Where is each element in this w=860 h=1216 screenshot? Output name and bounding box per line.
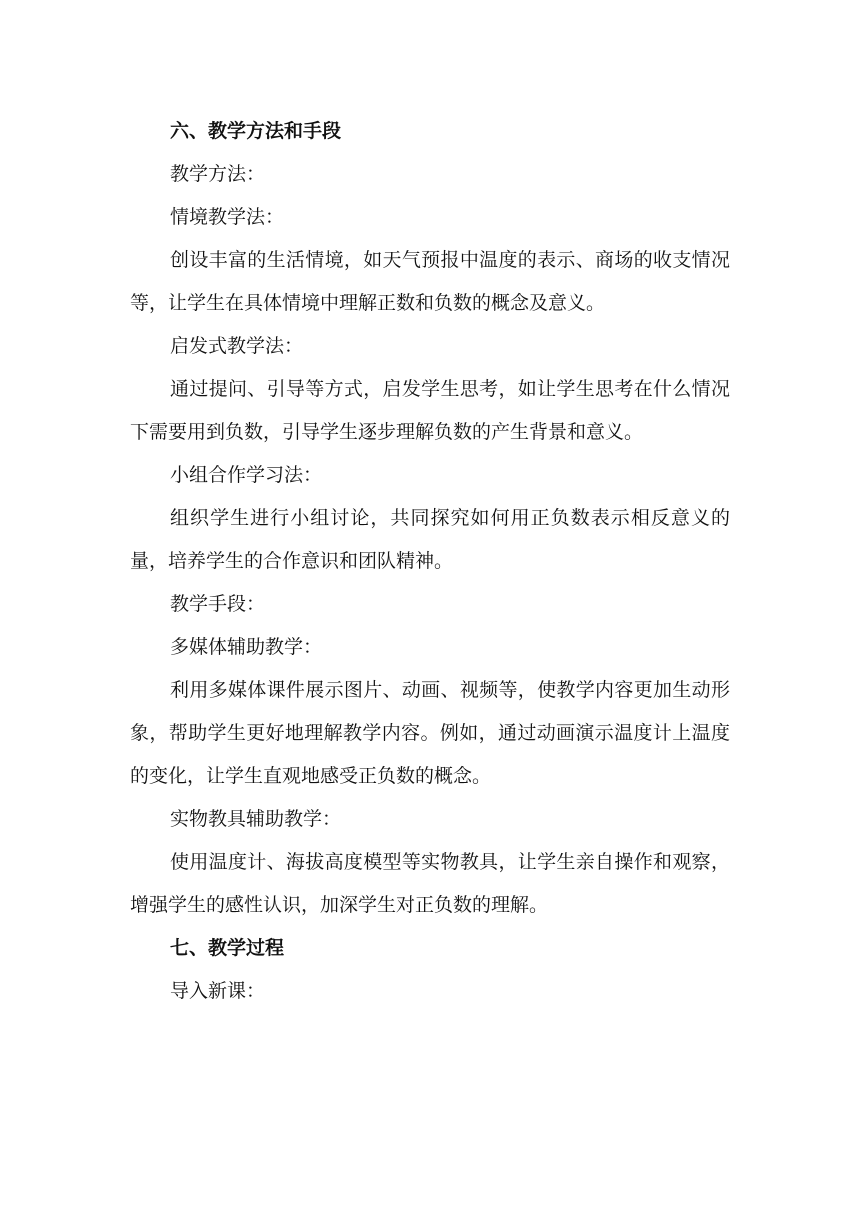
paragraph-heuristic-method-label: 启发式教学法： [170,335,304,357]
paragraph-situational-method-body: 创设丰富的生活情境，如天气预报中温度的表示、商场的收支情况等，让学生在具体情境中理解正数和负数的概念及意义。 [130,249,730,314]
paragraph-teaching-means-label: 教学手段： [170,593,266,615]
section-heading-process: 七、教学过程 [170,937,285,959]
document-body [130,110,730,1013]
paragraph-heuristic-method-body: 通过提问、引导等方式，启发学生思考，如让学生思考在什么情况下需要用到负数，引导学生逐步理解负数的产生背景和意义。 [130,378,730,443]
paragraph-multimedia-body: 利用多媒体课件展示图片、动画、视频等，使教学内容更加生动形象，帮助学生更好地理解教学内容。例如，通过动画演示温度计上温度的变化，让学生直观地感受正负数的概念。 [130,679,730,787]
paragraph-introduction-label: 导入新课： [170,980,266,1002]
paragraph-multimedia-label: 多媒体辅助教学： [170,636,323,658]
paragraph-group-method-label: 小组合作学习法： [170,464,323,486]
paragraph-physical-aids-label: 实物教具辅助教学： [170,808,342,830]
paragraph-situational-method-label: 情境教学法： [170,206,285,228]
paragraph-physical-aids-body: 使用温度计、海拔高度模型等实物教具，让学生亲自操作和观察，增强学生的感性认识，加深学生对正负数的理解。 [130,851,730,916]
paragraph-teaching-methods-label: 教学方法： [170,163,266,185]
section-heading-methods: 六、教学方法和手段 [170,120,342,142]
paragraph-group-method-body: 组织学生进行小组讨论，共同探究如何用正负数表示相反意义的量，培养学生的合作意识和团队精神。 [130,507,730,572]
